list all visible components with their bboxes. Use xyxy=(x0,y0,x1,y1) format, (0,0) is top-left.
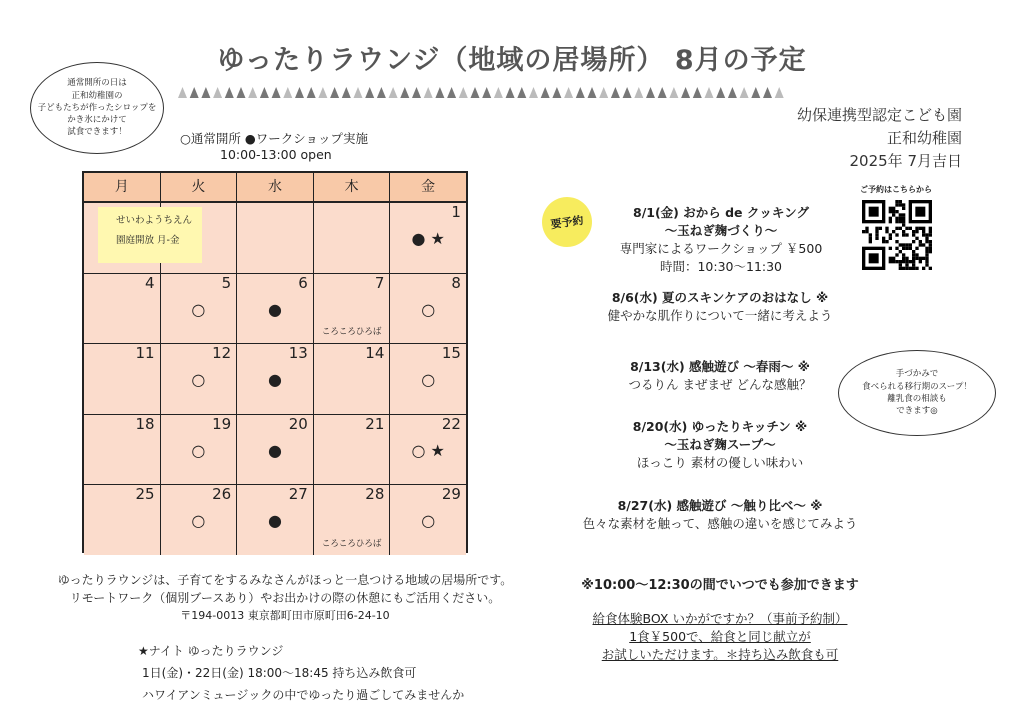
day-note: ころころひろば xyxy=(321,327,382,338)
about-section xyxy=(50,571,520,625)
day-number: 14 xyxy=(365,344,385,363)
bubble-line: 食べられる移行期のスープ！ xyxy=(862,381,972,392)
day-number: 6 xyxy=(298,273,308,292)
day-note: ころころひろば xyxy=(321,538,382,549)
sticky-line: せいわようちえん xyxy=(116,215,193,226)
event-subtitle: 〜玉ねぎ麹スープ〜 xyxy=(664,437,776,452)
day-number: 7 xyxy=(374,273,385,292)
calendar-day xyxy=(314,203,391,273)
calendar-day xyxy=(84,274,161,344)
calendar-week xyxy=(84,274,466,345)
day-marker: ○ xyxy=(191,511,206,531)
calendar-day xyxy=(237,485,314,555)
calendar-header xyxy=(84,173,466,203)
night-title: ★ナイト ゆったりラウンジ xyxy=(138,644,284,658)
day-number: 22 xyxy=(441,414,461,433)
day-number: 4 xyxy=(145,273,155,292)
kakigori-bubble xyxy=(30,62,164,154)
bubble-line: 離乳食の相談も xyxy=(887,394,947,404)
weekday-thu: 木 xyxy=(314,173,391,201)
day-marker: ○ xyxy=(191,440,206,460)
event-detail: つるりん まぜまぜ どんな感触？ xyxy=(628,377,812,392)
calendar-day xyxy=(390,203,466,273)
day-marker: ○ xyxy=(421,299,436,319)
calendar-day xyxy=(84,485,161,555)
bubble-line: 試食できます！ xyxy=(67,127,127,138)
event-title: 8/20(水) ゆったりキッチン ※ xyxy=(632,419,808,434)
box-line: 1食￥500で、給食と同じ献立が xyxy=(629,629,811,644)
day-marker: ○ xyxy=(421,511,436,531)
event-title: 8/13(水) 感触遊び 〜春雨〜 ※ xyxy=(630,359,810,374)
issue-date: 2025年 7月吉日 xyxy=(849,152,962,170)
box-line: お試しいただけます。＊持ち込み飲食も可 xyxy=(601,647,839,662)
calendar-day xyxy=(161,485,238,555)
bubble-line: できます◎ xyxy=(896,406,938,417)
calendar-day xyxy=(390,344,466,414)
event-0806 xyxy=(560,289,880,325)
event-0820 xyxy=(560,418,880,472)
event-detail: 色々な素材を触って、感触の違いを感じてみよう xyxy=(582,516,858,531)
bubble-line: かき氷にかけて xyxy=(67,115,127,126)
calendar-day xyxy=(237,415,314,485)
day-number: 18 xyxy=(135,414,155,433)
day-number: 1 xyxy=(451,203,461,221)
org-type: 幼保連携型認定こども園 xyxy=(796,106,962,124)
calendar-day xyxy=(161,344,238,414)
calendar-day xyxy=(314,274,391,344)
bubble-line: 正和幼稚園の xyxy=(71,90,123,101)
day-number: 11 xyxy=(135,344,155,363)
anytime-note: ※10:00〜12:30の間でいつでも参加できます xyxy=(581,578,859,593)
calendar-week xyxy=(84,415,466,486)
day-number: 13 xyxy=(288,344,308,363)
bubble-line: 手づかみで xyxy=(895,369,939,380)
event-detail: 健やかな肌作りについて一緒に考えよう xyxy=(607,308,833,323)
event-0827 xyxy=(540,497,900,533)
legend: ○通常開所 ●ワークショップ実施 xyxy=(180,131,369,146)
box-line: 給食体験BOX いかがですか？（事前予約制） xyxy=(592,611,848,626)
event-title: 8/6(水) 夏のスキンケアのおはなし ※ xyxy=(611,290,829,305)
weekday-wed: 水 xyxy=(237,173,314,201)
qr-label: ご予約はこちらから xyxy=(860,185,932,194)
night-desc: ハワイアンミュージックの中でゆったり過ごしてみませんか xyxy=(142,688,465,702)
day-number: 5 xyxy=(221,273,232,292)
day-number: 25 xyxy=(135,485,155,504)
calendar-day xyxy=(237,344,314,414)
lunch-box-info xyxy=(560,610,880,664)
calendar-week xyxy=(84,485,466,555)
calendar-day xyxy=(161,415,238,485)
event-0813 xyxy=(560,358,880,394)
night-lounge xyxy=(138,640,518,706)
day-number: 21 xyxy=(365,414,385,433)
calendar-day xyxy=(237,203,314,273)
calendar-day xyxy=(390,485,466,555)
open-hours: 10:00-13:00 open xyxy=(220,147,332,162)
day-marker: ● xyxy=(268,370,282,390)
day-number: 28 xyxy=(365,485,385,504)
calendar-day xyxy=(390,415,466,485)
day-marker: ● ★ xyxy=(411,229,445,248)
about-line: ゆったりラウンジは、子育てをするみなさんがほっと一息つける地域の居場所です。 xyxy=(57,573,513,587)
org-name: 正和幼稚園 xyxy=(886,129,962,147)
day-marker: ○ xyxy=(191,370,206,390)
page-title: ゆったりラウンジ（地域の居場所） 8月の予定 xyxy=(217,45,807,76)
event-title: 8/1(金) おから de クッキング xyxy=(633,205,809,220)
day-number: 26 xyxy=(212,485,232,504)
triangle-divider xyxy=(178,86,788,98)
day-marker: ● xyxy=(268,299,282,319)
event-time: 時間：10:30〜11:30 xyxy=(659,259,783,274)
soup-bubble xyxy=(838,350,996,436)
day-number: 29 xyxy=(441,485,461,504)
calendar-day xyxy=(314,344,391,414)
day-number: 20 xyxy=(288,414,308,433)
day-marker: ● xyxy=(268,511,282,531)
calendar-day xyxy=(237,274,314,344)
event-0801 xyxy=(596,204,846,276)
calendar-day xyxy=(84,344,161,414)
night-time: 1日(金)・22日(金) 18:00〜18:45 持ち込み飲食可 xyxy=(142,666,417,680)
day-number: 19 xyxy=(212,414,232,433)
day-number: 12 xyxy=(212,344,232,363)
calendar-day xyxy=(84,415,161,485)
bubble-line: 子どもたちが作ったシロップを xyxy=(37,102,157,113)
calendar-week xyxy=(84,344,466,415)
day-marker: ○ ★ xyxy=(411,440,445,460)
day-number: 8 xyxy=(451,273,461,292)
day-number: 15 xyxy=(441,344,461,363)
event-detail: 専門家によるワークショップ ￥500 xyxy=(619,241,823,256)
weekday-tue: 火 xyxy=(161,173,238,201)
event-detail: ほっこり 素材の優しい味わい xyxy=(636,455,804,470)
day-marker: ○ xyxy=(421,370,436,390)
sticky-line: 園庭開放 月-金 xyxy=(116,235,180,246)
calendar-day xyxy=(390,274,466,344)
calendar-day xyxy=(161,274,238,344)
day-number: 27 xyxy=(288,485,308,504)
calendar-day xyxy=(314,485,391,555)
calendar-day xyxy=(314,415,391,485)
weekday-mon: 月 xyxy=(84,173,161,201)
bubble-line: 通常開所の日は xyxy=(67,78,127,89)
event-title: 8/27(水) 感触遊び 〜触り比べ〜 ※ xyxy=(617,498,823,513)
weekday-fri: 金 xyxy=(421,179,436,195)
day-marker: ● xyxy=(268,440,282,460)
address: 〒194-0013 東京都町田市原町田6-24-10 xyxy=(180,609,390,622)
about-line: リモートワーク（個別ブースあり）やお出かけの際の休憩にもご活用ください。 xyxy=(69,591,501,605)
event-subtitle: 〜玉ねぎ麹づくり〜 xyxy=(664,223,778,238)
reservation-badge: 要予約 xyxy=(539,194,595,250)
day-marker: ○ xyxy=(191,299,206,319)
sticky-note xyxy=(98,207,202,263)
qr-code-icon[interactable] xyxy=(862,200,932,270)
